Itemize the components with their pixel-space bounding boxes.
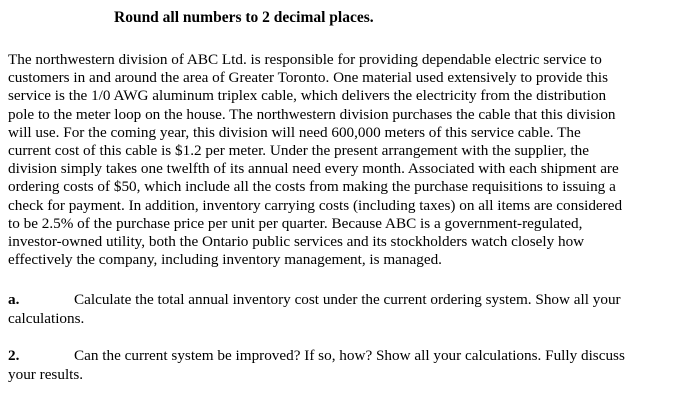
question-2-text-cont: your results.	[8, 366, 84, 383]
question-2-label: 2.	[8, 347, 20, 364]
paragraph-line: to be 2.5% of the purchase price per unit per quarter. Because ABC is a government-regulated,	[8, 214, 583, 232]
paragraph-line: The northwestern division of ABC Ltd. is responsible for providing dependable electric service to	[8, 51, 602, 68]
question-a-text-cont: calculations.	[8, 310, 85, 327]
paragraph-line: ordering costs of $50, which include all the costs from making the purchase requisitions to issuing a	[8, 178, 616, 196]
paragraph-line: service is the 1/0 AWG aluminum triplex cable, which delivers the electricity from the distribution	[8, 87, 607, 105]
case-paragraph	[8, 51, 668, 269]
paragraph-line: division simply takes one twelfth of its annual need every month. Associated with each shipment are	[8, 160, 619, 178]
paragraph-line: check for payment. In addition, inventory carrying costs (including taxes) on all items are considered	[8, 196, 623, 214]
paragraph-line: investor-owned utility, both the Ontario public services and its stockholders watch closely how	[8, 233, 585, 251]
paragraph-line: effectively the company, including inventory management, is managed.	[8, 251, 442, 269]
question-2-text: Can the current system be improved? If so, how? Show all your calculations. Fully discuss	[74, 347, 625, 364]
question-a-label: a.	[8, 291, 20, 308]
question-2	[8, 346, 668, 384]
paragraph-line: current cost of this cable is $1.2 per meter. Under the present arrangement with the supplier, the	[8, 142, 589, 160]
question-a-text: Calculate the total annual inventory cost under the current ordering system. Show all your	[74, 291, 621, 308]
question-a	[8, 290, 668, 328]
paragraph-line: pole to the meter loop on the house. The northwestern division purchases the cable that this division	[8, 105, 616, 123]
instruction-heading: Round all numbers to 2 decimal places.	[114, 9, 374, 26]
paragraph-line: will use. For the coming year, this division will need 600,000 meters of this service cable. The	[8, 123, 581, 141]
paragraph-line: customers in and around the area of Greater Toronto. One material used extensively to provide this	[8, 69, 609, 87]
